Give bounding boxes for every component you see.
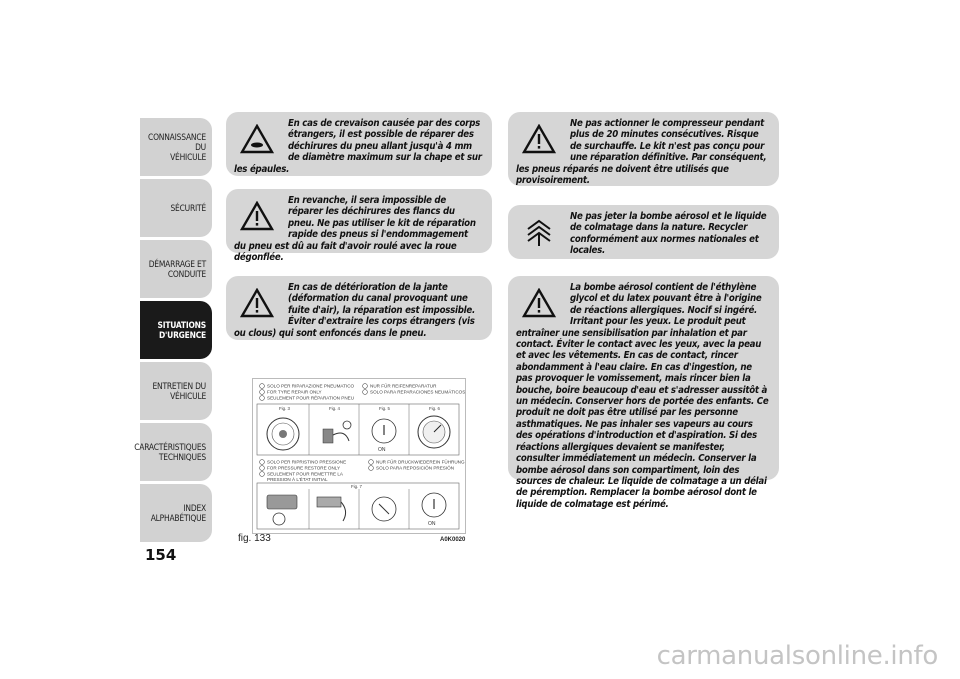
tab-caracteristiques[interactable]	[134, 423, 212, 481]
warning-icon	[240, 201, 274, 231]
tab-demarrage[interactable]	[140, 240, 212, 298]
on-label: ON	[378, 447, 386, 453]
fig-text: NUR FÜR REIFENREPARATUR	[370, 383, 437, 389]
warning-text: En revanche, il sera impossible de réparer les déchirures des flancs du pneu. Ne pas utiliser le kit de réparation rapide des pneus si l'endommagement du pneu est dû au fait d'avoir roulé avec la roue dégonflée.	[234, 195, 476, 264]
tab-label: INDEX ALPHABÉTIQUE	[150, 503, 206, 523]
warning-icon	[522, 288, 556, 318]
warning-box-sidewall	[226, 189, 492, 264]
figure-caption: fig. 133	[238, 533, 271, 544]
warning-text: En cas de détérioration de la jante (déformation du canal provoquant une fuite d'air), la réparation est impossible. Éviter d'extraire les corps étrangers (vis ou clous) qui sont enfoncés dans le pneu.	[234, 282, 475, 339]
tab-label: DÉMARRAGE ET CONDUITE	[148, 259, 206, 279]
tab-index[interactable]	[140, 484, 212, 542]
tab-label: CARACTÉRISTIQUES TECHNIQUES	[134, 442, 206, 462]
fig-text: SEULEMENT POUR REMETTRE LA	[267, 471, 343, 477]
warning-box-puncture	[226, 112, 492, 176]
fig-text: FOR PRESSURE RESTORE ONLY	[267, 465, 341, 471]
figure-code: A0K0020	[440, 537, 466, 543]
fig-text: FOR TYRE REPAIR ONLY	[267, 389, 322, 395]
fig-label: Fig. 5	[379, 406, 390, 411]
fig-label: Fig. 3	[279, 406, 290, 411]
tab-label: SITUATIONS D'URGENCE	[157, 320, 206, 340]
environment-box	[508, 205, 779, 259]
warning-box-aerosol	[508, 276, 779, 510]
tab-label: SÉCURITÉ	[170, 203, 206, 213]
chapter-tabs	[134, 118, 212, 545]
warning-box-rim	[226, 276, 492, 340]
tab-securite[interactable]	[140, 179, 212, 237]
warning-text: La bombe aérosol contient de l'éthylène glycol et du latex pouvant être à l'origine de réactions allergiques. Nocif si ingéré. Irritant pour les yeux. Le produit peut entraîner une sensibilisation par inhalation et par contact. Éviter le contact avec les yeux, avec la peau et avec les vêtements. En cas de contact, rincer abondamment à l'eau claire. En cas d'ingestion, ne pas provoquer le vomissement, mais rincer bien la bouche, boire beaucoup d'eau et s'adresser aussitôt à un médecin. Conserver hors de portée des enfants. Ce produit ne doit pas être utilisé par les personne asthmatiques. Ne pas inhaler ses vapeurs au cours des opérations d'introduction et d'aspiration. Si des réactions allergiques devaient se manifester, consulter immédiatement un médecin. Conserver la bombe aérosol dans son compartiment, loin des sources de chaleur. Le liquide de colmatage a un délai de péremption. Remplacer la bombe aérosol dont le liquide de colmatage est périmé.	[516, 282, 769, 510]
fig-label: Fig. 4	[329, 406, 340, 411]
fig-text: SEULEMENT POUR RÉPARATION PNEU	[267, 395, 355, 401]
tab-entretien[interactable]	[140, 362, 212, 420]
fig-text: SOLO PARA REPARACIONES NEUMÁTICOS	[370, 389, 465, 395]
fig-text: NUR FÜR DRUCKWIEDEREIN FÜHRUNG	[376, 459, 465, 465]
warning-text: En cas de crevaison causée par des corps étrangers, il est possible de réparer des déchirures du pneu allant jusqu'à 4 mm de diamètre maximum sur la chape et sur les épaules.	[234, 118, 482, 175]
on-label: ON	[428, 521, 436, 527]
repair-kit-figure	[252, 378, 466, 534]
fig-label: Fig. 7	[351, 484, 362, 489]
environment-text: Ne pas jeter la bombe aérosol et le liquide de colmatage dans la nature. Recycler conformément aux normes nationales et locales.	[570, 211, 767, 257]
warning-icon	[522, 124, 556, 154]
tab-label: CONNAISSANCE DU VÉHICULE	[148, 132, 206, 162]
fig-text: PRESSION À L'ÉTAT INITIAL	[267, 477, 328, 482]
valve-icon	[372, 497, 396, 521]
hose-connect-icon	[317, 497, 346, 521]
warning-box-compressor	[508, 112, 779, 186]
switch-on-icon	[422, 493, 446, 527]
valve-hose-icon	[323, 421, 351, 443]
pressure-gauge-icon	[418, 416, 450, 448]
compressor-icon	[267, 495, 297, 525]
warning-icon	[240, 288, 274, 318]
fig-text: SOLO PER RIPARAZIONE PNEUMATICO	[267, 383, 355, 389]
environment-icon	[522, 217, 556, 247]
page-number: 154	[145, 546, 177, 564]
tab-situations[interactable]	[140, 301, 212, 359]
warning-text: Ne pas actionner le compresseur pendant plus de 20 minutes consécutives. Risque de surchauffe. Le kit n'est pas conçu pour une réparation définitive. Par conséquent, les pneus réparés ne doivent être utilisés que provisoirement.	[516, 118, 767, 187]
tab-label: ENTRETIEN DU VÉHICULE	[152, 381, 206, 401]
fig-text: SOLO PER RIPRISTINO PRESSIONE	[267, 459, 347, 465]
tab-connaissance[interactable]	[140, 118, 212, 176]
warning-tyre-icon	[240, 124, 274, 154]
fig-label: Fig. 6	[429, 406, 440, 411]
fig-text: SOLO PARA REPOSICIÓN PRESIÓN	[376, 465, 455, 471]
switch-on-icon	[372, 419, 396, 453]
tyre-drawing-icon	[267, 418, 299, 450]
watermark: carmanualsonline.info	[656, 641, 938, 671]
